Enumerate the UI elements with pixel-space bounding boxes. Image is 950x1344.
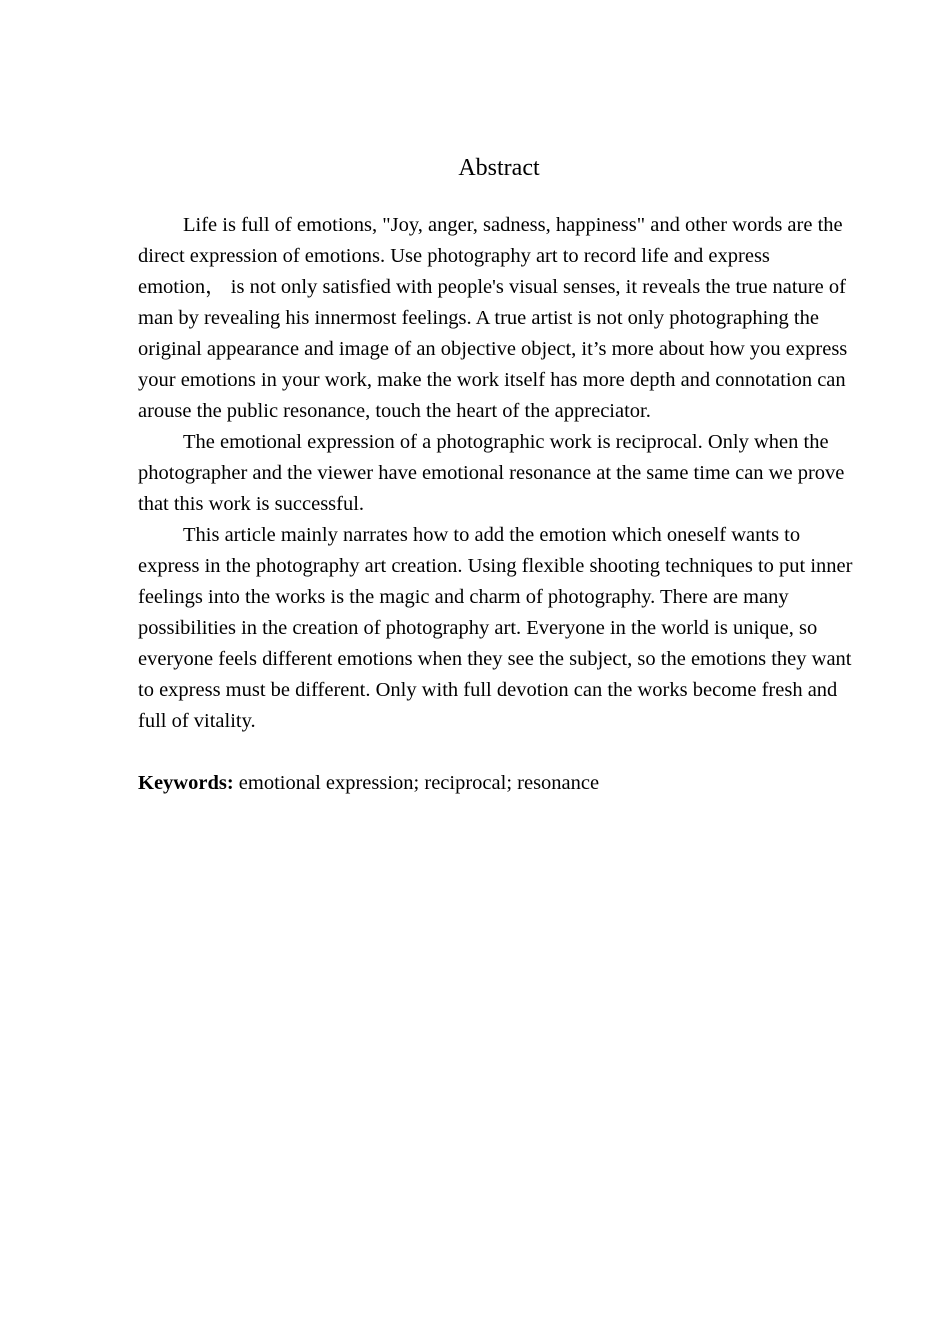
keywords-text: emotional expression; reciprocal; resonance [233, 772, 600, 794]
keywords-label: Keywords: [138, 772, 234, 794]
abstract-paragraph-1: Life is full of emotions, "Joy, anger, sadness, happiness" and other words are the direct expression of emotions. Use photography art to record life and express emotion， is not only satisfied with people's visual senses, it reveals the true nature of man by revealing his innermost feelings. A true artist is not only photographing the original appearance and image of an objective object, it’s more about how you express your emotions in your work, make the work itself has more depth and connotation can arouse the public resonance, touch the heart of the appreciator. [138, 214, 848, 422]
abstract-paragraph-2: The emotional expression of a photographic work is reciprocal. Only when the photographer and the viewer have emotional resonance at the same time can we prove that this work is successful. [138, 431, 845, 515]
document-page [138, 152, 860, 799]
abstract-paragraph-3: This article mainly narrates how to add the emotion which oneself wants to express in the photography art creation. Using flexible shooting techniques to put inner feelings into the works is the magic and charm of photography. There are many possibilities in the creation of photography art. Everyone in the world is unique, so everyone feels different emotions when they see the subject, so the emotions they want to express must be different. Only with full devotion can the works become fresh and full of vitality. [138, 524, 853, 732]
abstract-title: Abstract [458, 155, 540, 181]
keywords-line [138, 768, 860, 799]
